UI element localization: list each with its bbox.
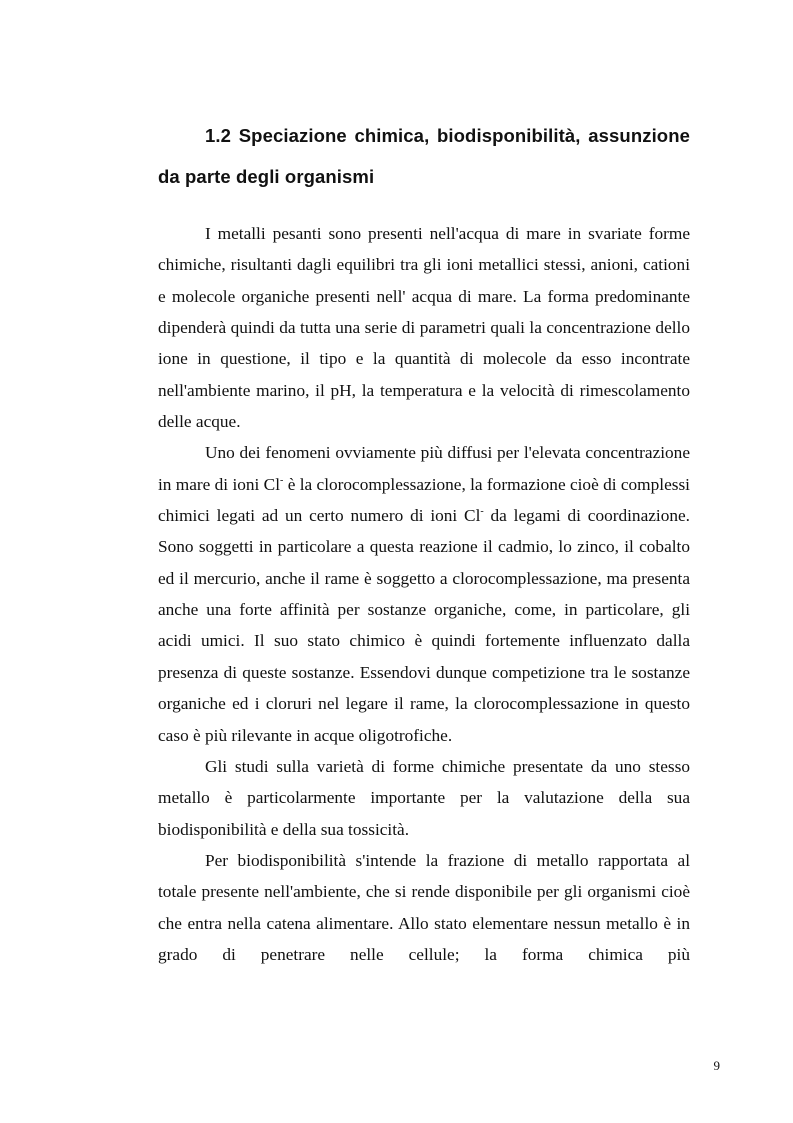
page-number: 9 (713, 1058, 720, 1073)
chloride-charge-superscript: - (480, 506, 484, 518)
section-heading: 1.2 Speciazione chimica, biodisponibilità, assunzione da parte degli organismi (158, 125, 690, 187)
chlorocomplexation-text-2: è la clorocomplessazione, la formazione cioè di complessi chimici legati ad un certo numero di ioni Cl (158, 474, 690, 526)
paragraph-metal-forms: I metalli pesanti sono presenti nell'acqua di mare in svariate forme chimiche, risultanti dagli equilibri tra gli ioni metallici stessi, anioni, cationi e molecole organiche presenti nell' acqua di mare. La forma predominante dipenderà quindi da tutta una serie di parametri quali la concentrazione dello ione in questione, il tipo e la quantità di molecole da esso incontrate nell'ambiente marino, il pH, la temperatura e la velocità di rimescolamento delle acque. (158, 224, 690, 432)
paragraph-chemical-forms-studies: Gli studi sulla varietà di forme chimiche presentate da uno stesso metallo è particolarmente importante per la valutazione della sua biodisponibilità e della sua tossicità. (158, 756, 690, 839)
chloride-charge-superscript: - (280, 474, 284, 486)
paragraph-bioavailability: Per biodisponibilità s'intende la frazione di metallo rapportata al totale presente nell'ambiente, che si rende disponibile per gli organismi cioè che entra nella catena alimentare. Allo stato elementare nessun metallo è in grado di penetrare nelle cellule; la forma chimica più (158, 850, 690, 964)
body-text (158, 218, 690, 970)
chlorocomplexation-text-3: da legami di coordinazione. Sono soggetti in particolare a questa reazione il cadmio, lo zinco, il cobalto ed il mercurio, anche il rame è soggetto a clorocomplessazione, ma presenta anche una forte affinità per sostanze organiche, come, in particolare, gli acidi umici. Il suo stato chimico è quindi fortemente influenzato dalla presenza di queste sostanze. Essendovi dunque competizione tra le sostanze organiche ed i cloruri nel legare il rame, la clorocomplessazione in questo caso è più rilevante in acque oligotrofiche. (158, 506, 690, 745)
paragraph-chlorocomplexation (158, 437, 690, 750)
chlorocomplexation-text-1: Uno dei fenomeni ovviamente più diffusi per l'elevata concentrazione in mare di ioni Cl (158, 443, 690, 494)
